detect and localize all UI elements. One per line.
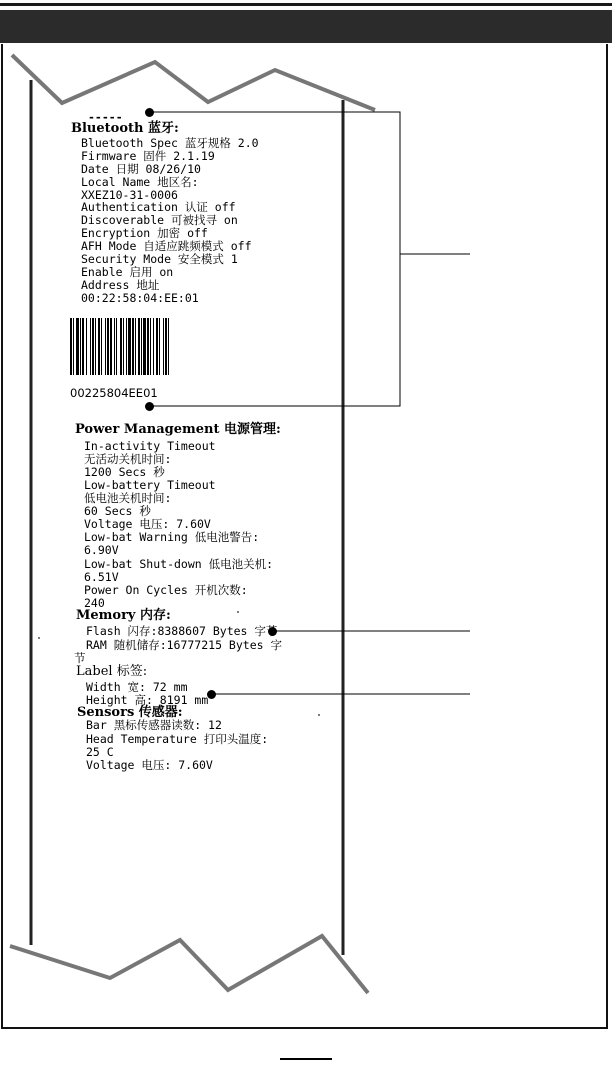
bluetooth-line: AFH Mode 自适应跳频模式 off (81, 239, 252, 253)
power-line: 6.51V (84, 570, 119, 584)
bluetooth-line: XXEZ10-31-0006 (81, 188, 178, 202)
power-line: 240 (84, 596, 105, 610)
dashes: ----- (88, 110, 123, 124)
barcode-text: 00225804EE01 (70, 386, 158, 400)
print-speck (237, 611, 239, 613)
power-line: 6.90V (84, 543, 119, 557)
bluetooth-line: Date 日期 08/26/10 (81, 162, 201, 176)
power-line: Voltage 电压: 7.60V (84, 517, 211, 531)
print-speck (318, 714, 320, 716)
bluetooth-line: Encryption 加密 off (81, 226, 208, 240)
memory-ram-wrap: 节 (74, 651, 86, 665)
label-height: Height 高: 8191 mm (86, 693, 209, 707)
sensors-line: Bar 黑标传感器读数: 12 (86, 718, 222, 732)
print-speck (38, 637, 40, 639)
label-heading: Label 标签: (76, 664, 148, 679)
memory-flash: Flash 闪存:8388607 Bytes 字节 (86, 624, 278, 638)
bluetooth-line: Enable 启用 on (81, 265, 174, 279)
bluetooth-line: 00:22:58:04:EE:01 (81, 291, 199, 305)
bluetooth-line: Local Name 地区名: (81, 175, 199, 189)
sensors-heading: Sensors 传感器: (77, 705, 183, 720)
bluetooth-line: Address 地址 (81, 278, 160, 292)
power-line: Power On Cycles 开机次数: (84, 583, 248, 597)
memory-heading: Memory 内存: (76, 608, 171, 623)
bluetooth-heading: Bluetooth 蓝牙: (71, 121, 179, 136)
sensors-line: 25 C (86, 745, 114, 759)
bluetooth-line: Bluetooth Spec 蓝牙规格 2.0 (81, 136, 259, 150)
barcode-bar (169, 318, 171, 375)
sensors-line: Voltage 电压: 7.60V (86, 758, 213, 772)
bluetooth-callout-dot-bottom (145, 402, 154, 411)
receipt-bottom-torn-edge (10, 936, 368, 993)
power-heading: Power Management 电源管理: (75, 422, 281, 437)
bluetooth-line: Authentication 认证 off (81, 200, 236, 214)
bluetooth-line: Firmware 固件 2.1.19 (81, 149, 215, 163)
footer-line (280, 1058, 332, 1060)
label-width: Width 宽: 72 mm (86, 680, 188, 694)
label-callout-dot (207, 690, 216, 699)
bluetooth-line: Security Mode 安全模式 1 (81, 252, 238, 266)
power-line: 60 Secs 秒 (84, 504, 151, 518)
bluetooth-line: Discoverable 可被找寻 on (81, 213, 238, 227)
bluetooth-callout-dot-top (145, 108, 154, 117)
power-line: In-activity Timeout (84, 439, 216, 453)
power-line: 1200 Secs 秒 (84, 465, 165, 479)
power-line: Low-battery Timeout (84, 478, 216, 492)
memory-ram: RAM 随机储存:16777215 Bytes 字 (86, 638, 282, 652)
sensors-line: Head Temperature 打印头温度: (86, 732, 269, 746)
power-line: 无活动关机时间: (84, 452, 172, 466)
receipt-top-torn-edge (12, 55, 375, 110)
power-line: Low-bat Warning 低电池警告: (84, 530, 260, 544)
power-line: Low-bat Shut-down 低电池关机: (84, 557, 274, 571)
power-line: 低电池关机时间: (84, 491, 172, 505)
address-barcode (70, 318, 212, 375)
